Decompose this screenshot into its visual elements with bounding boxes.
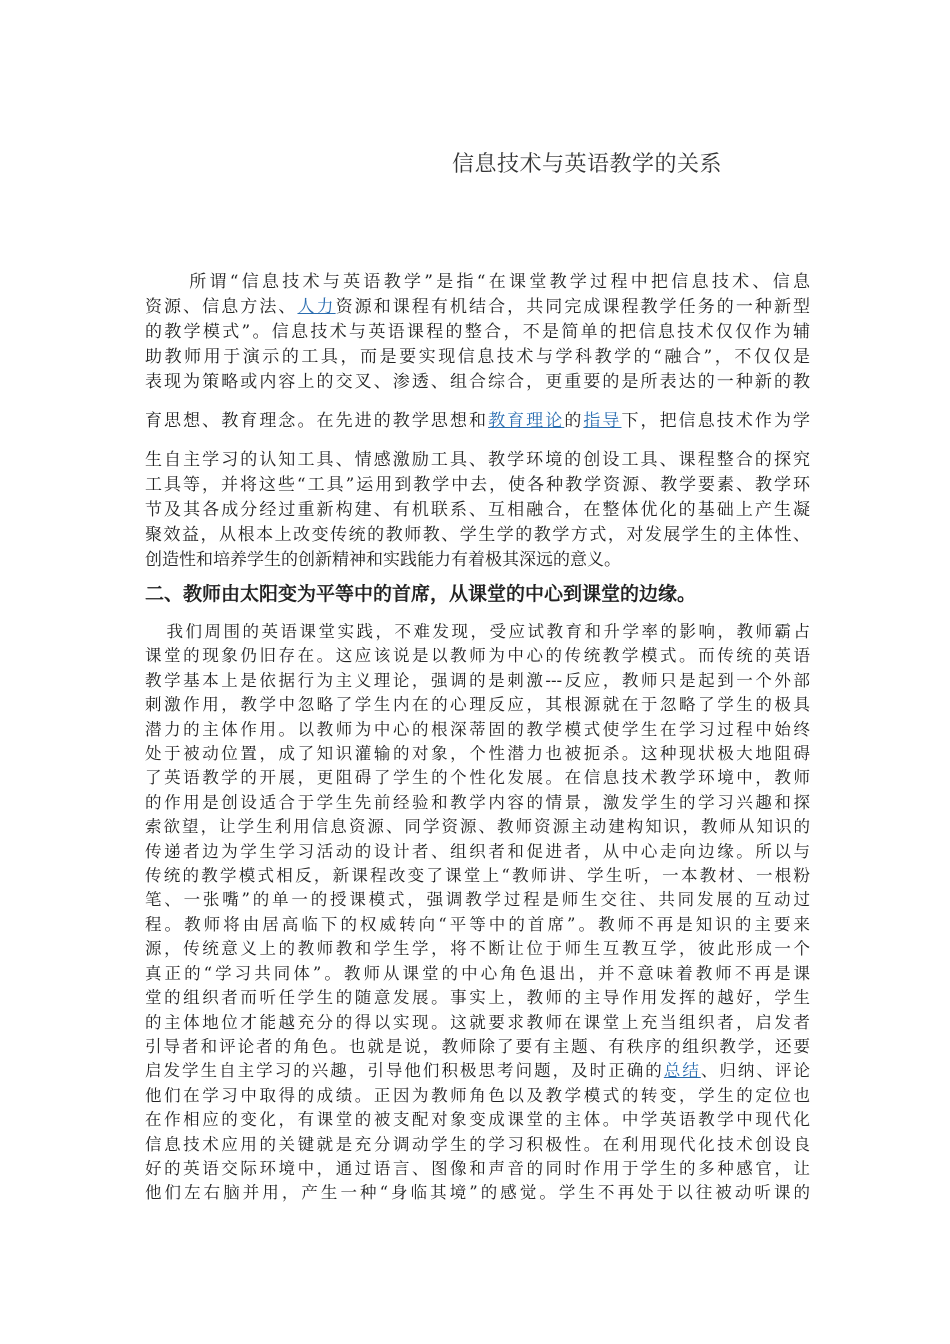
paragraph-teacher-role: [145, 620, 810, 1206]
text-line: 的教学模式”。信息技术与英语课程的整合，不是简单的把信息技术仅仅作为辅: [145, 322, 810, 342]
text-line: 节及其各成分经过重新构建、有机联系、互相融合，在整体优化的基础上产生凝: [145, 500, 810, 520]
text-line: 的作用是创设适合于学生先前经验和教学内容的情景，激发学生的学习兴趣和探: [145, 792, 810, 812]
text-line: 的主体地位才能越充分的得以实现。这就要求教师在课堂上充当组织者，启发者: [145, 1012, 810, 1032]
text-line: 好的英语交际环境中，通过语言、图像和声音的同时作用于学生的多种感官，让: [145, 1158, 810, 1178]
text-line: 他们在学习中取得的成绩。正因为教师角色以及教学模式的转变，学生的定位也: [145, 1085, 810, 1105]
text-line: 了英语教学的开展，更阻碍了学生的个性化发展。在信息技术教学环境中，教师: [145, 768, 810, 788]
text-line: 程。教师将由居高临下的权威转向“平等中的首席”。教师不再是知识的主要来: [145, 914, 810, 934]
text-line: 所谓“信息技术与英语教学”是指“在课堂教学过程中把信息技术、信息: [189, 272, 810, 292]
text-line: 我们周围的英语课堂实践，不难发现，受应试教育和升学率的影响，教师霸占: [166, 622, 810, 641]
text-line: 表现为策略或内容上的交叉、渗透、组合综合，更重要的是所表达的一种新的教: [145, 372, 810, 392]
text-line: 刺激作用，教学中忽略了学生内在的心理反应，其根源就在于忽略了学生的极具: [145, 695, 810, 715]
text-line: 传递者边为学生学习活动的设计者、组织者和促进者，从中心走向边缘。所以与: [145, 841, 810, 861]
link-renli[interactable]: 人力: [297, 297, 336, 317]
text-line: 信息技术应用的关键就是充分调动学生的学习积极性。在利用现代化技术创设良: [145, 1134, 810, 1154]
text-line: 启发学生自主学习的兴趣，引导他们积极思考问题，及时正确的总结、归纳、评论: [145, 1061, 810, 1081]
text-line: 在作相应的变化，有课堂的被支配对象变成课堂的主体。中学英语教学中现代化: [145, 1110, 810, 1130]
link-jiaoyu-lilun[interactable]: 教育理论: [488, 411, 565, 431]
document-title: 信息技术与英语教学的关系: [452, 152, 723, 177]
text-line: 工具等，并将这些“工具”运用到教学中去，使各种教学资源、教学要素、教学环: [145, 475, 810, 495]
paragraph-intro: [145, 270, 810, 573]
text-line: 处于被动位置，成了知识灌输的对象，个性潜力也被扼杀。这种现状极大地阻碍: [145, 744, 810, 764]
text-line: 真正的“学习共同体”。教师从课堂的中心角色退出，并不意味着教师不再是课: [145, 963, 810, 983]
link-zhidao[interactable]: 指导: [583, 411, 622, 431]
text-line: 他们左右脑并用，产生一种“身临其境”的感觉。学生不再处于以往被动听课的: [145, 1183, 810, 1203]
text-line: 堂的组织者而听任学生的随意发展。事实上，教师的主导作用发挥的越好，学生: [145, 988, 810, 1008]
text-line: 教学基本上是依据行为主义理论，强调的是刺激---反应，教师只是起到一个外部: [145, 670, 810, 690]
text-line: 创造性和培养学生的创新精神和实践能力有着极其深远的意义。: [145, 550, 621, 570]
text-line: 引导者和评论者的角色。也就是说，教师除了要有主题、有秩序的组织教学，还要: [145, 1036, 810, 1056]
text-line: 索欲望，让学生利用信息资源、同学资源、教师资源主动建构知识，教师从知识的: [145, 817, 810, 837]
text-line: 潜力的主体作用。以教师为中心的根深蒂固的教学模式使学生在学习过程中始终: [145, 719, 810, 739]
text-line: 生自主学习的认知工具、情感激励工具、教学环境的创设工具、课程整合的探究: [145, 450, 810, 470]
text-line: 传统的教学模式相反，新课程改变了课堂上“教师讲、学生听，一本教材、一根粉: [145, 866, 810, 886]
section-heading: 二、教师由太阳变为平等中的首席，从课堂的中心到课堂的边缘。: [145, 583, 697, 605]
text-line: 助教师用于演示的工具，而是要实现信息技术与学科教学的“融合”，不仅仅是: [145, 347, 810, 367]
text-line: 笔、一张嘴”的单一的授课模式，强调教学过程是师生交往、共同发展的互动过: [145, 890, 810, 910]
text-line: 课堂的现象仍旧存在。这应该说是以教师为中心的传统教学模式。而传统的英语: [145, 646, 810, 666]
link-zongjie[interactable]: 总结: [663, 1061, 701, 1081]
text-line: 资源、信息方法、人力资源和课程有机结合，共同完成课程教学任务的一种新型: [145, 297, 810, 317]
text-line: 育思想、教育理念。在先进的教学思想和教育理论的指导下，把信息技术作为学: [145, 411, 810, 431]
text-line: 源，传统意义上的教师教和学生学，将不断让位于师生互教互学，彼此形成一个: [145, 939, 810, 959]
text-line: 聚效益，从根本上改变传统的教师教、学生学的教学方式，对发展学生的主体性、: [145, 525, 810, 545]
